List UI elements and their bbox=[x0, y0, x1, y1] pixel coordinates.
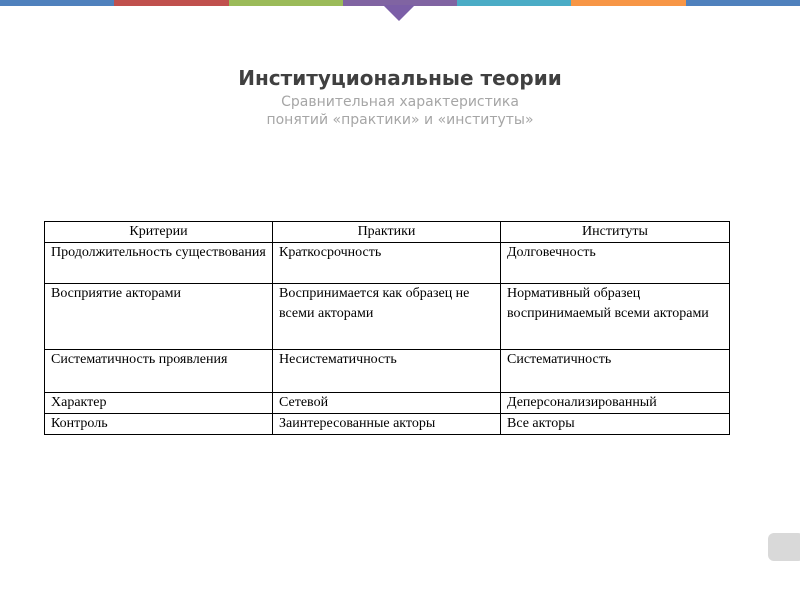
table-cell: Восприятие акторами bbox=[45, 284, 273, 350]
slide-title: Институциональные теории bbox=[238, 66, 562, 90]
table-cell: Систематичность bbox=[501, 350, 730, 393]
table-row bbox=[45, 284, 730, 350]
header-institutions: Институты bbox=[501, 222, 730, 243]
table-cell: Продолжительность существования bbox=[45, 243, 273, 284]
table-cell: Сетевой bbox=[273, 393, 501, 414]
table-row bbox=[45, 243, 730, 284]
table-cell: Деперсонализированный bbox=[501, 393, 730, 414]
top-bar-segment bbox=[686, 0, 800, 6]
header-criteria: Критерии bbox=[45, 222, 273, 243]
table-cell: Систематичность проявления bbox=[45, 350, 273, 393]
table-cell: Заинтересованные акторы bbox=[273, 414, 501, 435]
subtitle-line-2: понятий «практики» и «институты» bbox=[266, 112, 534, 128]
table-cell: Все акторы bbox=[501, 414, 730, 435]
top-bar-segment bbox=[0, 0, 114, 6]
table-header-row bbox=[45, 222, 730, 243]
table-cell: Нормативный образец воспринимаемый всеми акторами bbox=[501, 284, 730, 350]
subtitle-line-1: Сравнительная характеристика bbox=[281, 94, 519, 110]
top-bar-segment bbox=[114, 0, 228, 6]
table-row bbox=[45, 393, 730, 414]
table-cell: Несистематичность bbox=[273, 350, 501, 393]
table-row bbox=[45, 414, 730, 435]
table-cell: Характер bbox=[45, 393, 273, 414]
header-practices: Практики bbox=[273, 222, 501, 243]
table-cell: Краткосрочность bbox=[273, 243, 501, 284]
table-cell: Контроль bbox=[45, 414, 273, 435]
slide-subtitle bbox=[0, 93, 800, 129]
table-cell: Долговечность bbox=[501, 243, 730, 284]
table-row bbox=[45, 350, 730, 393]
comparison-table bbox=[44, 221, 730, 435]
top-bar-segment bbox=[457, 0, 571, 6]
top-bar-segment bbox=[229, 0, 343, 6]
slide-nav-button[interactable] bbox=[768, 533, 800, 561]
triangle-marker-icon bbox=[383, 5, 415, 21]
top-bar-segment bbox=[571, 0, 685, 6]
table-cell: Воспринимается как образец не всеми акторами bbox=[273, 284, 501, 350]
